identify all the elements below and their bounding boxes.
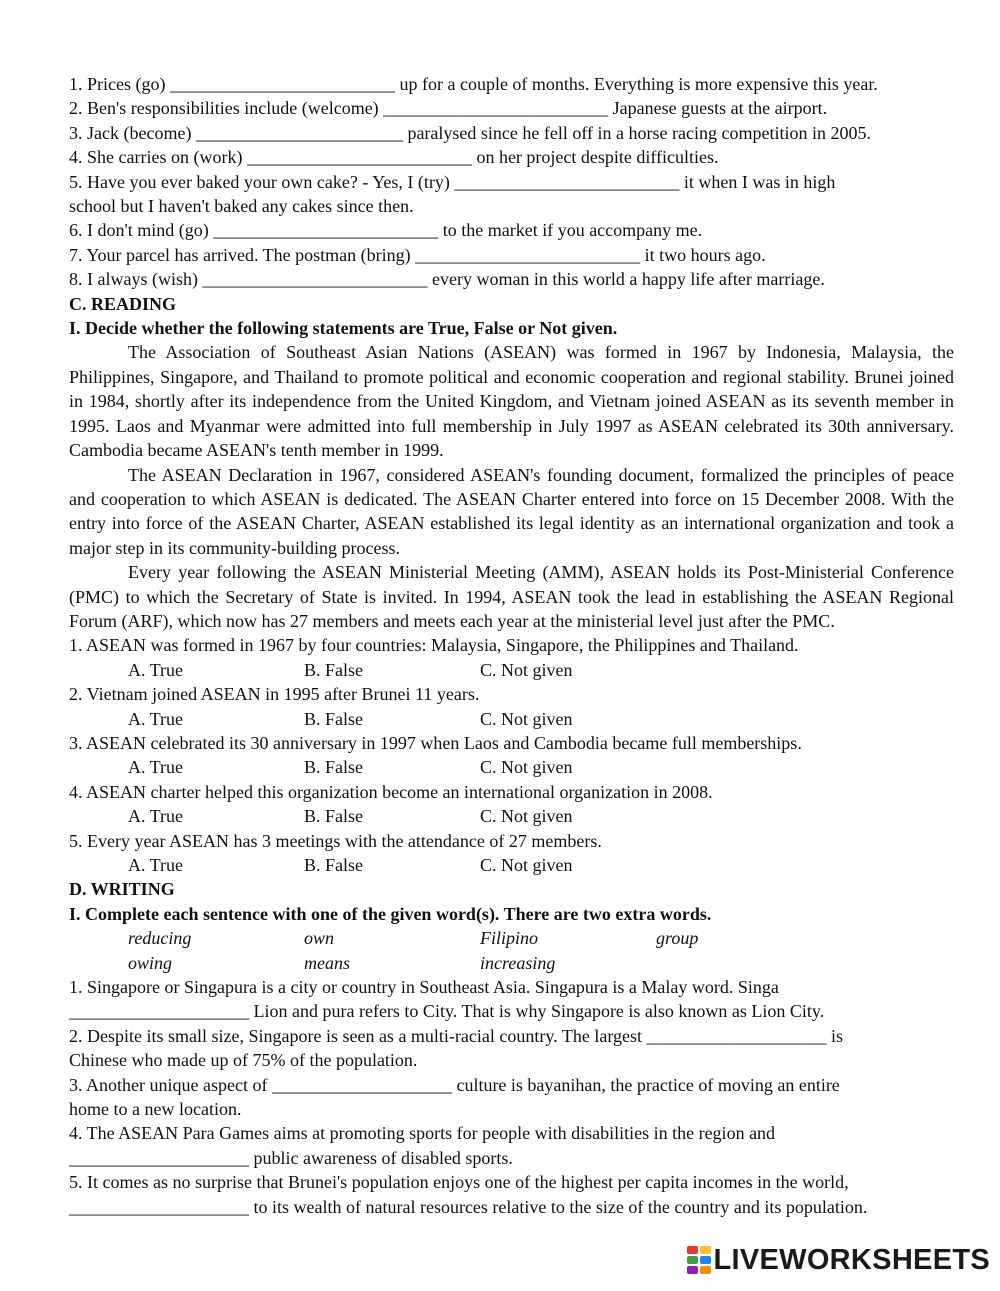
liveworksheets-logo-icon	[687, 1246, 711, 1274]
writing-line: 3. Another unique aspect of ____________________ culture is bayanihan, the practice of moving an entire	[69, 1074, 840, 1095]
writing-line: 5. It comes as no surprise that Brunei's population enjoys one of the highest per capita incomes in the world,	[69, 1172, 849, 1193]
option-true[interactable]: A. True	[128, 806, 184, 827]
reading-question: 5. Every year ASEAN has 3 meetings with the attendance of 27 members.	[69, 830, 602, 851]
reading-question: 2. Vietnam joined ASEAN in 1995 after Brunei 11 years.	[69, 684, 480, 705]
grammar-item: school but I haven't baked any cakes since then.	[69, 196, 414, 217]
answer-options	[69, 707, 954, 731]
reading-paragraph: Every year following the ASEAN Ministerial Meeting (AMM), ASEAN holds its Post-Ministerial Conference (PMC) to which the Secretary of State is invited. In 1994, ASEAN took the lead in establishing the ASEAN Regional Forum (ARF), which now has 27 members and meets each year at the ministerial level just after the PMC.	[69, 562, 954, 631]
reading-question: 1. ASEAN was formed in 1967 by four countries: Malaysia, Singapore, the Philippines and Thailand.	[69, 635, 799, 656]
writing-line: 2. Despite its small size, Singapore is seen as a multi-racial country. The largest ____________________ is	[69, 1025, 844, 1046]
option-not-given[interactable]: C. Not given	[480, 708, 573, 729]
answer-options	[69, 755, 954, 779]
word-bank-item: group	[656, 928, 699, 949]
writing-line: 1. Singapore or Singapura is a city or country in Southeast Asia. Singapura is a Malay word. Singa	[69, 977, 779, 998]
grammar-item: 7. Your parcel has arrived. The postman (bring) _________________________ it two hours ago.	[69, 244, 766, 265]
grammar-item: 6. I don't mind (go) _________________________ to the market if you accompany me.	[69, 220, 703, 241]
option-false[interactable]: B. False	[304, 855, 364, 875]
writing-line: ____________________ to its wealth of natural resources relative to the size of the country and its population.	[69, 1196, 868, 1217]
option-true[interactable]: A. True	[128, 757, 184, 778]
reading-section	[69, 292, 954, 878]
option-false[interactable]: B. False	[304, 708, 364, 729]
word-bank-item: reducing	[128, 928, 192, 949]
word-bank-item: owing	[128, 952, 173, 973]
answer-options	[69, 804, 954, 828]
writing-line: home to a new location.	[69, 1099, 242, 1120]
word-bank-item: means	[304, 952, 350, 973]
writing-line: 4. The ASEAN Para Games aims at promoting sports for people with disabilities in the region and	[69, 1123, 776, 1144]
reading-question: 3. ASEAN celebrated its 30 anniversary in 1997 when Laos and Cambodia became full memberships.	[69, 732, 802, 753]
option-true[interactable]: A. True	[128, 708, 184, 729]
option-not-given[interactable]: C. Not given	[480, 757, 573, 778]
writing-section	[69, 877, 954, 1219]
writing-instruction: I. Complete each sentence with one of the given word(s). There are two extra words.	[69, 903, 712, 924]
worksheet-page	[69, 72, 954, 1219]
word-bank-item: own	[304, 928, 335, 949]
writing-line: ____________________ Lion and pura refers to City. That is why Singapore is also known as Lion City.	[69, 1001, 825, 1022]
answer-options	[69, 658, 954, 682]
word-bank-row	[69, 926, 954, 950]
reading-question: 4. ASEAN charter helped this organization become an international organization in 2008.	[69, 781, 713, 802]
grammar-item: 4. She carries on (work) _________________________ on her project despite difficulties.	[69, 147, 719, 168]
writing-title: D. WRITING	[69, 879, 175, 900]
option-false[interactable]: B. False	[304, 757, 364, 778]
option-not-given[interactable]: C. Not given	[480, 659, 573, 680]
option-false[interactable]: B. False	[304, 806, 364, 827]
word-bank-item: increasing	[480, 952, 556, 973]
reading-paragraph: The Association of Southeast Asian Nations (ASEAN) was formed in 1967 by Indonesia, Malaysia, the Philippines, Singapore, and Thailand to promote political and economic cooperation and regional stability. Brunei joined in 1984, shortly after its independence from the United Kingdom, and Vietnam joined ASEAN as its seventh member in 1995. Laos and Myanmar were admitted into full membership in July 1997 as ASEAN celebrated its 30th anniversary. Cambodia became ASEAN's tenth member in 1999.	[69, 342, 954, 461]
logo-text: LIVEWORKSHEETS	[713, 1243, 990, 1276]
grammar-item: 3. Jack (become) _______________________ paralysed since he fell off in a horse racing competition in 2005.	[69, 122, 871, 143]
writing-line: ____________________ public awareness of disabled sports.	[69, 1147, 513, 1168]
liveworksheets-logo	[687, 1243, 991, 1277]
grammar-item: 1. Prices (go) _________________________ up for a couple of months. Everything is more expensive this year.	[69, 74, 878, 94]
writing-line: Chinese who made up of 75% of the population.	[69, 1050, 418, 1071]
grammar-item: 2. Ben's responsibilities include (welcome) _________________________ Japanese guests at the airport.	[69, 98, 828, 119]
reading-paragraph: The ASEAN Declaration in 1967, considered ASEAN's founding document, formalized the principles of peace and cooperation to which ASEAN is dedicated. The ASEAN Charter entered into force on 15 December 2008. With the entry into force of the ASEAN Charter, ASEAN established its legal identity as an international organization and took a major step in its community-building process.	[69, 464, 954, 558]
word-bank-row	[69, 951, 954, 975]
grammar-item: 8. I always (wish) _________________________ every woman in this world a happy life after marriage.	[69, 269, 825, 290]
grammar-item: 5. Have you ever baked your own cake? - Yes, I (try) _________________________ it when I was in high	[69, 171, 836, 192]
answer-options	[69, 853, 954, 877]
word-bank-item: Filipino	[480, 928, 538, 949]
option-true[interactable]: A. True	[128, 855, 184, 875]
option-not-given[interactable]: C. Not given	[480, 806, 573, 827]
grammar-section	[69, 72, 954, 292]
reading-title: C. READING	[69, 293, 177, 314]
reading-instruction: I. Decide whether the following statements are True, False or Not given.	[69, 318, 618, 339]
option-true[interactable]: A. True	[128, 659, 184, 680]
option-false[interactable]: B. False	[304, 659, 364, 680]
option-not-given[interactable]: C. Not given	[480, 855, 573, 875]
